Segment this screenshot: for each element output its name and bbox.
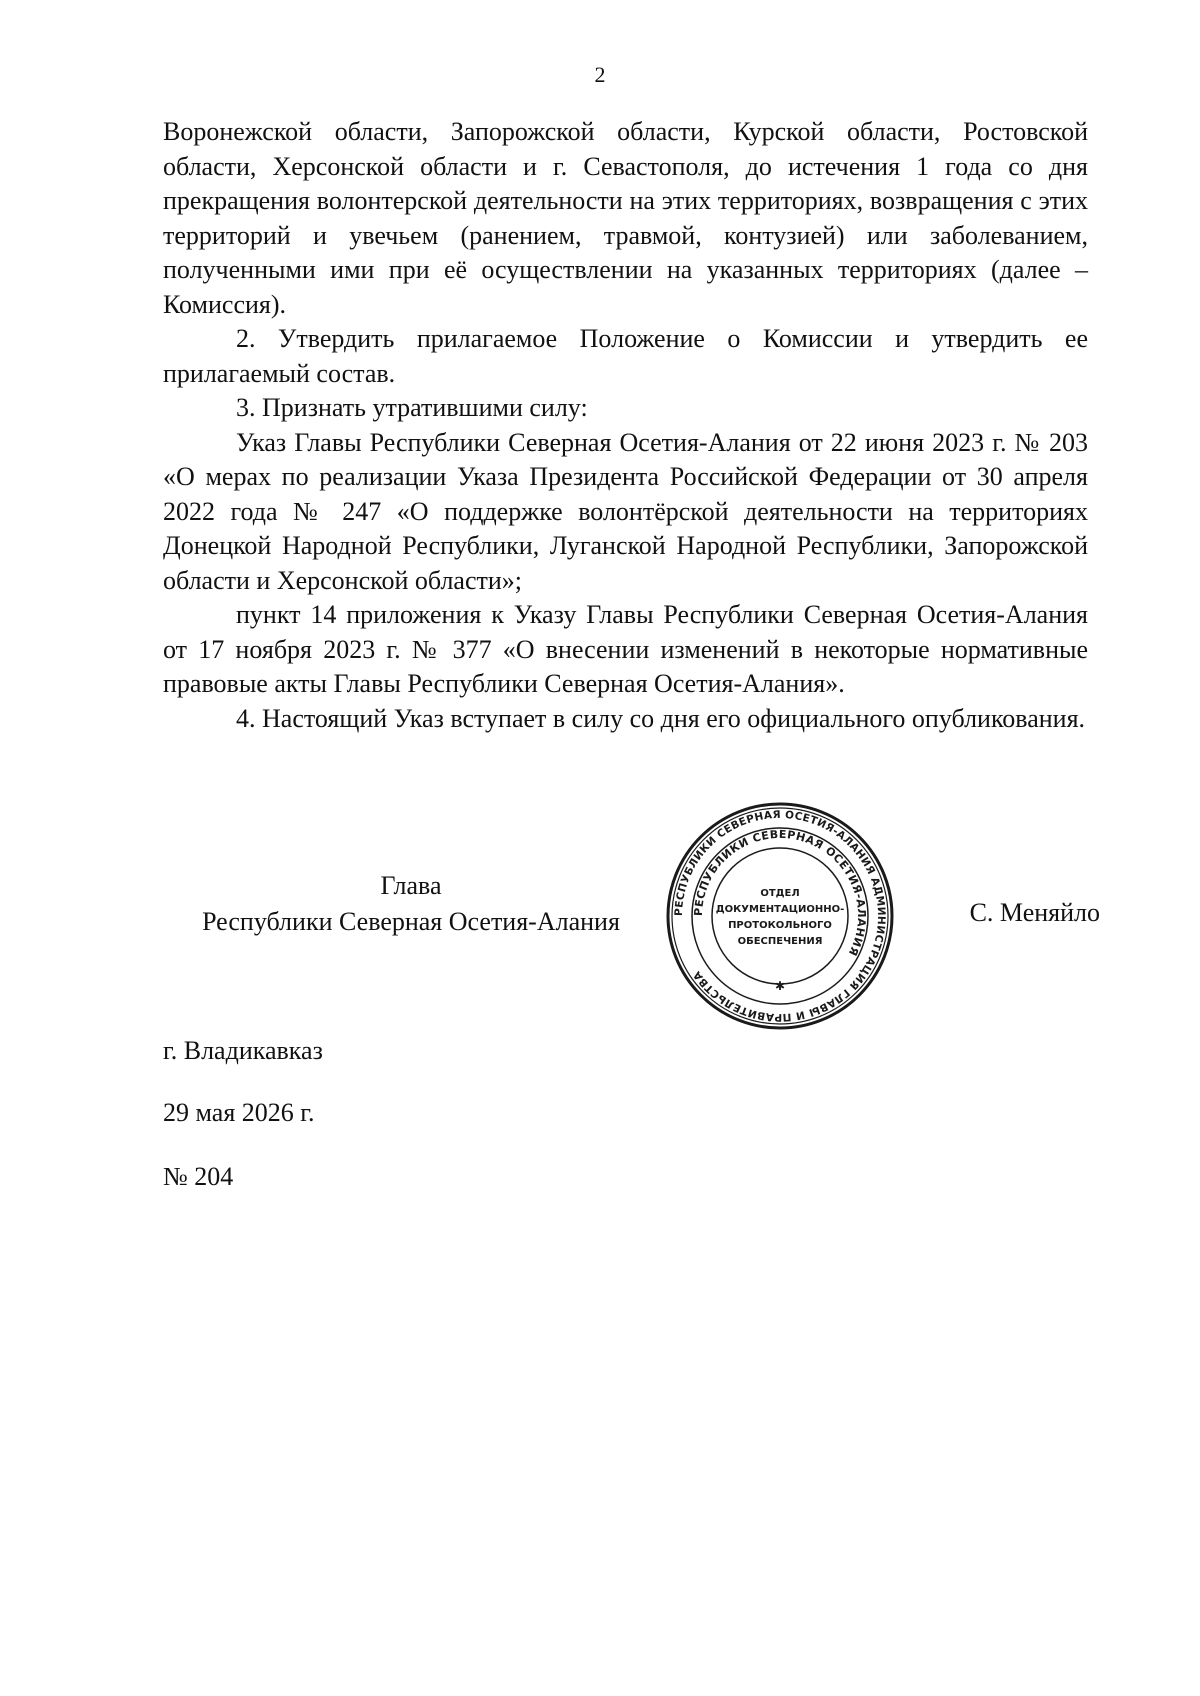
document-number: № 204 xyxy=(163,1162,234,1191)
stamp-center-line-1: ОТДЕЛ xyxy=(760,888,800,899)
signatory-name: С. Меняйло xyxy=(969,898,1100,927)
signatory-title-line2: Республики Северная Осетия-Алания xyxy=(202,907,620,936)
stamp-star-icon: ✱ xyxy=(774,979,786,993)
stamp-inner-text: РЕСПУБЛИКИ СЕВЕРНАЯ ОСЕТИЯ-АЛАНИЯ xyxy=(691,827,869,959)
paragraph-item-2: 2. Утвердить прилагаемое Положение о Комиссии и утвердить ее прилагаемый состав. xyxy=(163,324,1088,388)
stamp-center-line-2: ДОКУМЕНТАЦИОННО- xyxy=(715,904,845,915)
paragraph-repealed-clause: пункт 14 приложения к Указу Главы Республики Северная Осетия-Алания от 17 ноября 2023 г. № 377 «О внесении изменений в некоторые нормативные правовые акты Главы Республики Северная Осетия-Алания». xyxy=(163,600,1088,698)
paragraph-continuation: Воронежской области, Запорожской области, Курской области, Ростовской области, Херсонской области и г. Севастополя, до истечения 1 года со дня прекращения волонтерской деятельности на этих территориях, возвращения с этих территорий и увечьем (ранением, травмой, контузией) или заболеванием, полученными ими при её осуществлении на указанных территориях (далее – Комиссия). xyxy=(163,117,1088,319)
place-of-signing: г. Владикавказ xyxy=(163,1036,323,1065)
page-number: 2 xyxy=(594,62,606,87)
document-body xyxy=(163,115,1088,736)
paragraph-item-3: 3. Признать утратившими силу: xyxy=(236,393,588,422)
stamp-center-line-3: ПРОТОКОЛЬНОГО xyxy=(728,920,832,931)
signatory-title-line1: Глава xyxy=(380,871,442,900)
paragraph-repealed-decree: Указ Главы Республики Северная Осетия-Алания от 22 июня 2023 г. № 203 «О мерах по реализации Указа Президента Российской Федерации от 30 апреля 2022 года № 247 «О поддержке волонтёрской деятельности на территориях Донецкой Народной Республики, Луганской Народной Республики, Запорожской области и Херсонской области»; xyxy=(163,427,1088,595)
signatory-title xyxy=(176,868,646,940)
stamp-center-line-4: ОБЕСПЕЧЕНИЯ xyxy=(737,936,823,947)
stamp-outer-text: РЕСПУБЛИКИ СЕВЕРНАЯ ОСЕТИЯ-АЛАНИЯ АДМИНИСТРАЦИЯ ГЛАВЫ И ПРАВИТЕЛЬСТВА xyxy=(672,808,888,1024)
official-stamp-icon xyxy=(664,800,896,1032)
paragraph-item-4: 4. Настоящий Указ вступает в силу со дня его официального опубликования. xyxy=(236,703,1086,733)
document-date: 29 мая 2026 г. xyxy=(163,1098,315,1127)
